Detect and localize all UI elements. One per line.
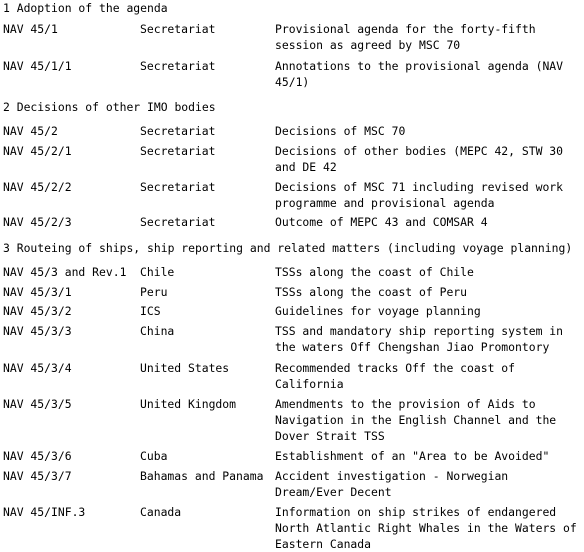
doc-ref: NAV 45/3/6 [3,449,72,463]
description: Amendments to the provision of Aids to Navigation in the English Channel and the Dover Strait TSS [275,397,557,443]
submitted-by: Peru [140,285,168,299]
submitted-by: Canada [140,505,182,519]
submitted-by: Secretariat [140,180,216,194]
description: Information on ship strikes of endangered North Atlantic Right Whales in the Waters of Eastern Canada [275,505,577,551]
submitted-by: Secretariat [140,22,216,36]
description: TSS and mandatory ship reporting system in the waters Off Chengshan Jiao Promontory [275,324,564,354]
doc-ref: NAV 45/1/1 [3,59,72,73]
doc-ref: NAV 45/3/4 [3,361,72,375]
description: Decisions of other bodies (MEPC 42, STW 30 and DE 42 [275,144,564,174]
description: Guidelines for voyage planning [275,304,481,318]
submitted-by: Secretariat [140,124,216,138]
table-row [3,214,584,230]
description: Recommended tracks Off the coast of California [275,361,516,391]
description: Decisions of MSC 71 including revised work programme and provisional agenda [275,180,564,210]
table-row [3,360,584,392]
table-row [3,58,584,90]
table-row [3,179,584,211]
table-row [3,323,584,355]
doc-ref: NAV 45/3/5 [3,397,72,411]
table-row [3,303,584,319]
table-row [3,448,584,464]
submitted-by: Secretariat [140,144,216,158]
submitted-by: United States [140,361,230,375]
doc-ref: NAV 45/2/1 [3,144,72,158]
description: Annotations to the provisional agenda (NAV 45/1) [275,59,564,89]
table-row [3,264,584,280]
doc-ref: NAV 45/3/1 [3,285,72,299]
description: TSSs along the coast of Chile [275,265,474,279]
doc-ref: NAV 45/INF.3 [3,505,86,519]
submitted-by: Secretariat [140,59,216,73]
submitted-by: Chile [140,265,175,279]
doc-ref: NAV 45/3/2 [3,304,72,318]
submitted-by: ICS [140,304,161,318]
doc-ref: NAV 45/1 [3,22,58,36]
submitted-by: China [140,324,175,338]
section-title: 1 Adoption of the agenda [3,1,168,15]
section-title: 3 Routeing of ships, ship reporting and related matters (including voyage planning) [3,241,573,255]
section-title: 2 Decisions of other IMO bodies [3,100,216,114]
table-row [3,123,584,139]
table-row [3,504,584,552]
description: TSSs along the coast of Peru [275,285,468,299]
submitted-by: United Kingdom [140,397,237,411]
doc-ref: NAV 45/2 [3,124,58,138]
doc-ref: NAV 45/2/3 [3,215,72,229]
table-row [3,468,584,500]
submitted-by: Secretariat [140,215,216,229]
table-row [3,396,584,444]
description: Accident investigation - Norwegian Dream/Ever Decent [275,469,509,499]
doc-ref: NAV 45/3/3 [3,324,72,338]
description: Outcome of MEPC 43 and COMSAR 4 [275,215,488,229]
description: Establishment of an "Area to be Avoided" [275,449,550,463]
description: Provisional agenda for the forty-fifth session as agreed by MSC 70 [275,22,536,52]
table-row [3,21,584,53]
doc-ref: NAV 45/2/2 [3,180,72,194]
submitted-by: Cuba [140,449,168,463]
table-row [3,284,584,300]
submitted-by: Bahamas and Panama [140,469,264,483]
doc-ref: NAV 45/3 and Rev.1 [3,265,127,279]
table-row [3,143,584,175]
description: Decisions of MSC 70 [275,124,406,138]
doc-ref: NAV 45/3/7 [3,469,72,483]
